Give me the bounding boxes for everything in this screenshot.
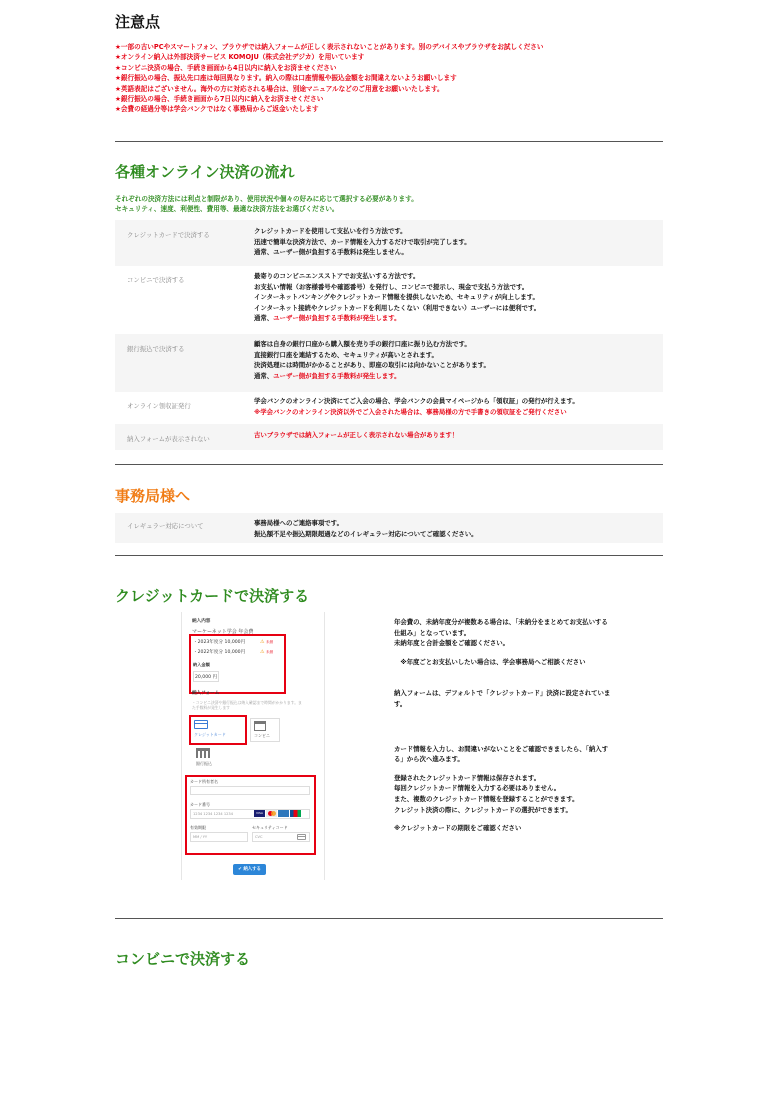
warning-icon: ⚠ xyxy=(260,639,265,645)
visa-icon: VISA xyxy=(254,810,265,817)
method-description: クレジットカードを使用して支払いを行う方法です。 迅速で簡単な決済方法で、カード情報を入力するだけで取引が完了します。 通常、ユーザー側が負担する手数料は発生しません。 xyxy=(254,227,471,257)
method-label: 納入フォームが表示されない xyxy=(127,435,210,443)
total-label: 納入金額 xyxy=(193,662,210,667)
cardholder-label: カード所有者名 xyxy=(190,779,218,784)
section-label: 納入内容 xyxy=(192,619,211,624)
method-description: 古いブラウザでは納入フォームが正しく表示されない場合があります！ xyxy=(254,431,459,439)
amex-icon xyxy=(278,810,289,817)
unpaid-badge: 未納 xyxy=(266,640,274,644)
note-item: ★一部の古いPCやスマートフォン、ブラウザでは納入フォームが正しく表示されないことがあります。別のデバイスやブラウザをお試しください xyxy=(115,43,544,51)
note-item: ★英語表記はございません。海外の方に対応される場合は、別途マニュアルなどのご用意をお願いいたします。 xyxy=(115,84,444,93)
note-item: ★コンビニ決済の場合、手続き画面から4日以内に納入をお済ませください xyxy=(115,63,337,72)
society-name: マーケーネット学会 年会費 xyxy=(192,629,254,635)
flow-intro-line: それぞれの決済方法には利点と制限があり、使用状況や個々の好みに応じて選択する必要があります。 xyxy=(115,195,418,203)
card-number-placeholder: 1234 1234 1234 1234 xyxy=(193,812,234,816)
card-number-label: カード番号 xyxy=(190,802,210,807)
flow-intro xyxy=(115,194,418,215)
method-credit-card[interactable]: クレジットカード xyxy=(192,718,244,742)
method-description: 最寄りのコンビニエンスストアでお支払いする方法です。 お支払い情報（お客様番号や確認番号）を発行し、コンビニで提示し、現金で支払う方法です。 インターネットバンキングやクレジットカード情報を提供しないため、セキュリティが向上します。 インターネット接続やクレジットカードを利用したくない（利用できない）ユーザーには便利です。 通常、ユーザー側が負担する手数料が発生します。 xyxy=(254,272,541,323)
credit-title: クレジットカードで決済する xyxy=(115,587,310,605)
office-description: 事務局様へのご連絡事項です。 振込額不足や振込期限超過などのイレギュラー対応についてご確認ください。 xyxy=(254,519,478,538)
method-bank[interactable]: 銀行振込 xyxy=(192,746,242,770)
cardholder-input[interactable] xyxy=(190,786,310,795)
divider xyxy=(115,918,663,919)
submit-button[interactable]: ✔ 納入する xyxy=(233,864,266,875)
bank-icon xyxy=(196,748,210,758)
unpaid-item: ・2023年度分 10,000円 xyxy=(193,640,246,645)
convenience-title: コンビニで決済する xyxy=(115,950,251,968)
cvc-label: セキュリティコード xyxy=(252,825,288,830)
note-item: ★銀行振込の場合、手続き画面から7日以内に納入をお済ませください xyxy=(115,95,324,104)
unpaid-badge: 未納 xyxy=(266,650,274,654)
method-label: オンライン領収証発行 xyxy=(127,402,191,410)
flow-title: 各種オンライン決済の流れ xyxy=(115,163,295,181)
note-item: ★会費の経過分等は学会バンクではなく事務局からご返金いたします xyxy=(115,105,319,114)
method-convenience[interactable]: コンビニ xyxy=(250,718,280,742)
notes-title: 注意点 xyxy=(115,13,161,31)
office-title: 事務局様へ xyxy=(115,487,191,505)
unpaid-item: ・2022年度分 10,000円 xyxy=(193,650,246,655)
notes-list xyxy=(115,42,543,115)
form-note: ・コンビニ決済や銀行振込は納入確認まで時間がかかります。また手数料が発生します xyxy=(192,700,302,710)
store-icon xyxy=(254,721,266,731)
office-label: イレギュラー対応について xyxy=(127,522,204,530)
method-label: クレジットカードで決済する xyxy=(127,231,210,239)
note-item: ★銀行振込の場合、振込先口座は毎回異なります。納入の際は口座情報や振込金額をお間違えないようお願いします xyxy=(115,74,457,83)
credit-explanation: 年会費の、未納年度分が複数ある場合は、「未納分をまとめてお支払いする 仕組み」となっています。 未納年度と合計金額をご確認ください。 ※年度ごとお支払いしたい場合は、学会事務局へご相談ください 納入フォームは、デフォルトで「クレジットカード」決済に設定されていま す。 カード情報を入力し、お間違いがないことをご確認できましたら、「納入す る」から次へ進みます。 登録されたクレジットカード情報は保存されます。 毎回クレジットカード情報を入力する必要はありません。 また、複数のクレジットカード情報を登録することができます。 クレジット決済の際に、クレジットカードの選択ができます。 ※クレジットカードの期限をご確認ください xyxy=(394,618,611,833)
expiry-placeholder: MM / YY xyxy=(193,835,208,839)
divider xyxy=(115,141,663,142)
divider xyxy=(115,555,663,556)
form-label: 納入フォーム xyxy=(192,691,220,696)
cvc-placeholder: CVC xyxy=(255,835,263,839)
jcb-icon xyxy=(290,810,301,817)
note-item: ★オンライン納入は外部決済サービス KOMOJU（株式会社デジカ）を用いています xyxy=(115,53,365,62)
total-value: 20,000 円 xyxy=(195,675,218,680)
flow-intro-line: セキュリティ、速度、利便性、費用等、最適な決済方法をお選びください。 xyxy=(115,205,339,214)
method-description: 顧客は自身の銀行口座から購入額を売り手の銀行口座に振り込む方法です。 直接銀行口座を連結するため、セキュリティが高いとされます。 決済処理には時間がかかることがあり、即座の取引には向かないことがあります。 通常、ユーザー側が負担する手数料が発生します。 xyxy=(254,340,490,380)
divider xyxy=(115,464,663,465)
expiry-label: 有効期限 xyxy=(190,825,206,830)
mastercard-icon xyxy=(266,810,277,817)
method-label: コンビニで決済する xyxy=(127,276,185,284)
method-description: 学会バンクのオンライン決済にてご入会の場合、学会バンクの会員マイページから「領収証」の発行が行えます。 ※学会バンクのオンライン決済以外でご入会された場合は、事務局様の方で手書きの領収証をご発行ください xyxy=(254,397,579,416)
payment-form-screenshot xyxy=(181,612,325,880)
cvc-card-icon xyxy=(297,834,306,840)
credit-card-icon xyxy=(194,720,208,729)
method-label: 銀行振込で決済する xyxy=(127,345,185,353)
warning-icon: ⚠ xyxy=(260,649,265,655)
